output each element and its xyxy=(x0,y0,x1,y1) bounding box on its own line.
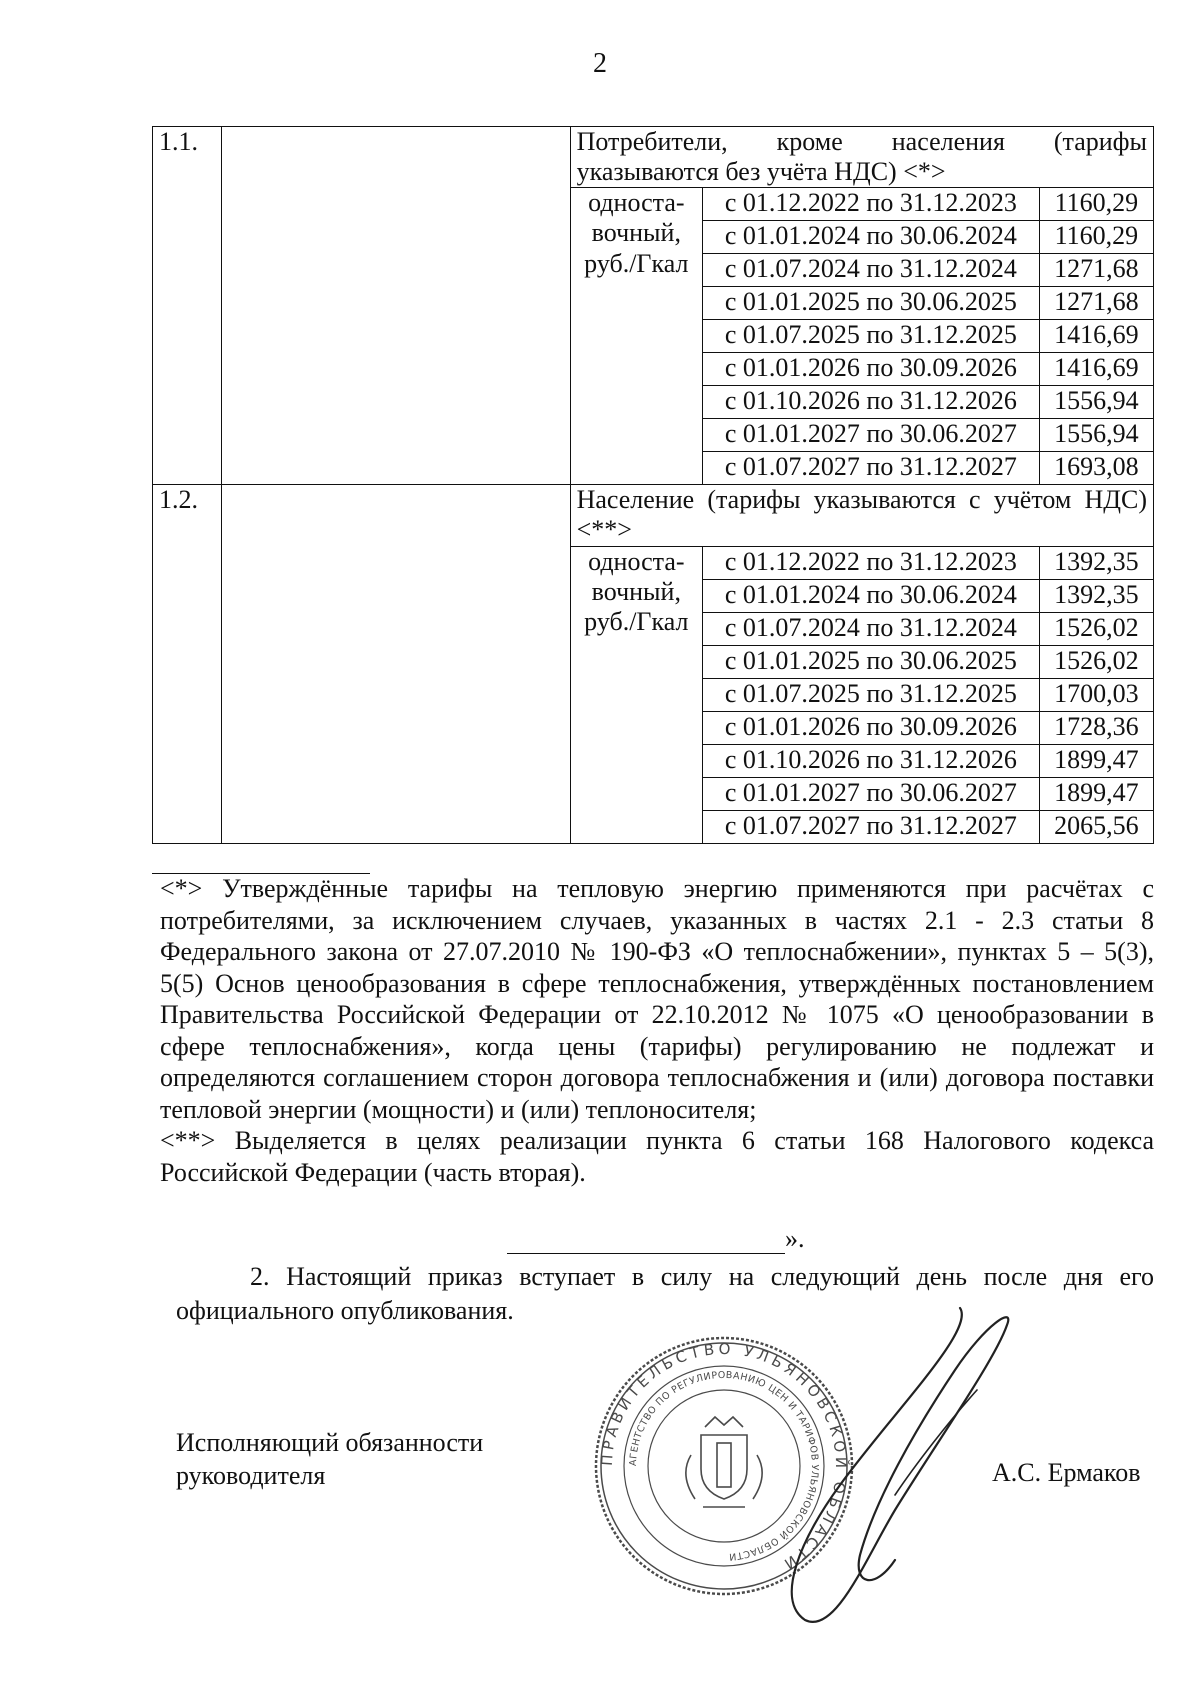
tariff-period: с 01.07.2025 по 31.12.2025 xyxy=(703,320,1040,353)
tariff-period: с 01.01.2025 по 30.06.2025 xyxy=(703,645,1040,678)
group-number: 1.2. xyxy=(153,485,222,843)
tariff-period: с 01.01.2027 по 30.06.2027 xyxy=(703,777,1040,810)
empty-cell xyxy=(221,127,570,485)
tariff-period: с 01.10.2026 по 31.12.2026 xyxy=(703,386,1040,419)
tariff-table xyxy=(152,126,1154,844)
tariff-value: 1700,03 xyxy=(1039,678,1153,711)
tariff-period: с 01.01.2024 по 30.06.2024 xyxy=(703,579,1040,612)
tariff-period: с 01.01.2027 по 30.06.2027 xyxy=(703,419,1040,452)
tariff-value: 1728,36 xyxy=(1039,711,1153,744)
footnotes xyxy=(160,873,1154,1188)
clause-2: 2. Настоящий приказ вступает в силу на следующий день после дня его официального опубликования. xyxy=(176,1262,1154,1325)
tariff-value: 1392,35 xyxy=(1039,579,1153,612)
signatory-role: Исполняющий обязанности руководителя xyxy=(176,1428,484,1490)
tariff-value: 1160,29 xyxy=(1039,188,1153,221)
tariff-period: с 01.07.2027 по 31.12.2027 xyxy=(703,810,1040,843)
closing-quote: ». xyxy=(785,1224,805,1253)
tariff-value: 1899,47 xyxy=(1039,777,1153,810)
tariff-value: 2065,56 xyxy=(1039,810,1153,843)
tariff-value: 1526,02 xyxy=(1039,645,1153,678)
tariff-value: 1526,02 xyxy=(1039,612,1153,645)
tariff-value: 1556,94 xyxy=(1039,419,1153,452)
group-title: Потребители, кроме населения (тарифы указываются без учёта НДС) <*> xyxy=(570,127,1153,188)
footnote-1: <*> Утверждённые тарифы на тепловую энергию применяются при расчётах с потребителями, за исключением случаев, указанных в частях 2.1 - 2.3 статьи 8 Федерального закона от 27.07.2010 № 190-ФЗ «О теплоснабжении», пунктах 5 – 5(3), 5(5) Основ ценообразования в сфере теплоснабжения, утверждённых постановлением Правительства Российской Федерации от 22.10.2012 № 1075 «О ценообразовании в сфере теплоснабжения», когда цены (тарифы) регулированию не подлежат и определяются соглашением сторон договора теплоснабжения и (или) договора поставки тепловой энергии (мощности) и (или) теплоносителя; xyxy=(160,874,1154,1124)
tariff-value: 1160,29 xyxy=(1039,221,1153,254)
tariff-value: 1392,35 xyxy=(1039,546,1153,579)
signatory-name: А.С. Ермаков xyxy=(992,1458,1141,1487)
tariff-period: с 01.07.2027 по 31.12.2027 xyxy=(703,452,1040,485)
tariff-value: 1271,68 xyxy=(1039,287,1153,320)
tariff-period: с 01.07.2025 по 31.12.2025 xyxy=(703,678,1040,711)
tariff-period: с 01.01.2024 по 30.06.2024 xyxy=(703,221,1040,254)
tariff-unit: односта-вочный, руб./Гкал xyxy=(570,188,702,485)
tariff-period: с 01.07.2024 по 31.12.2024 xyxy=(703,612,1040,645)
seal-inner-text: АГЕНТСТВО ПО РЕГУЛИРОВАНИЮ ЦЕН И ТАРИФОВ УЛЬЯНОВСКОЙ ОБЛАСТИ xyxy=(627,1369,821,1562)
group-title: Население (тарифы указываются с учётом НДС) <**> xyxy=(570,485,1153,546)
footnote-2: <**> Выделяется в целях реализации пункта 6 статьи 168 Налогового кодекса Российской Федерации (часть вторая). xyxy=(160,1126,1154,1187)
page-number: 2 xyxy=(593,48,607,79)
tariff-value: 1416,69 xyxy=(1039,320,1153,353)
tariff-period: с 01.01.2025 по 30.06.2025 xyxy=(703,287,1040,320)
tariff-period: с 01.12.2022 по 31.12.2023 xyxy=(703,546,1040,579)
tariff-period: с 01.01.2026 по 30.09.2026 xyxy=(703,353,1040,386)
tariff-value: 1416,69 xyxy=(1039,353,1153,386)
handwritten-signature xyxy=(745,1300,1065,1630)
group-header-row xyxy=(153,485,1154,546)
tariff-unit: односта-вочный, руб./Гкал xyxy=(570,546,702,843)
group-number: 1.1. xyxy=(153,127,222,485)
tariff-value: 1271,68 xyxy=(1039,254,1153,287)
closing-mark-line xyxy=(507,1224,805,1254)
underline-blank xyxy=(507,1231,785,1254)
group-header-row xyxy=(153,127,1154,188)
tariff-period: с 01.07.2024 по 31.12.2024 xyxy=(703,254,1040,287)
seal-outer-text: ПРАВИТЕЛЬСТВО УЛЬЯНОВСКОЙ ОБЛАСТИ xyxy=(597,1339,851,1576)
tariff-value: 1899,47 xyxy=(1039,744,1153,777)
empty-cell xyxy=(221,485,570,843)
tariff-table-body xyxy=(153,127,1154,844)
tariff-period: с 01.12.2022 по 31.12.2023 xyxy=(703,188,1040,221)
tariff-period: с 01.10.2026 по 31.12.2026 xyxy=(703,744,1040,777)
tariff-value: 1693,08 xyxy=(1039,452,1153,485)
tariff-period: с 01.01.2026 по 30.09.2026 xyxy=(703,711,1040,744)
tariff-value: 1556,94 xyxy=(1039,386,1153,419)
